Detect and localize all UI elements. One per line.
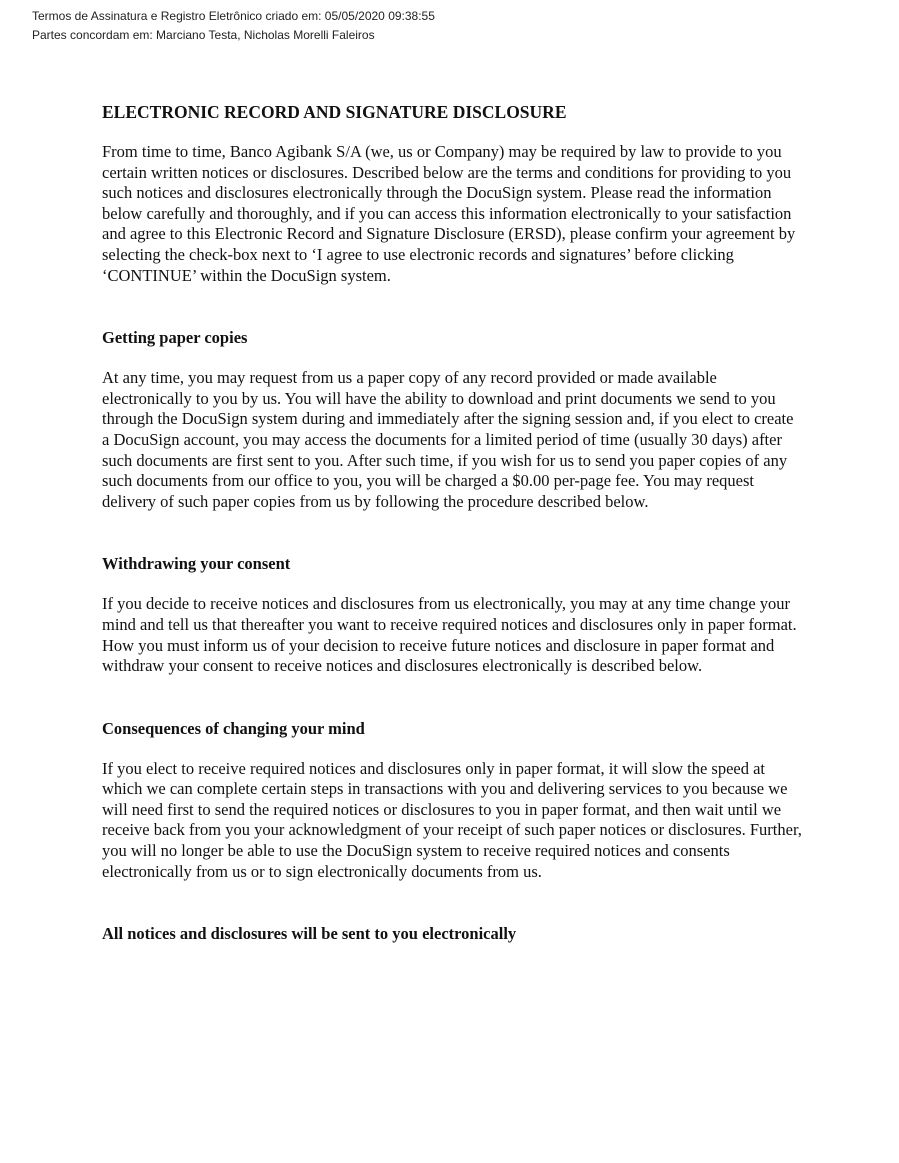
section-heading-paper-copies: Getting paper copies [102, 328, 248, 348]
section-heading-consequences: Consequences of changing your mind [102, 718, 365, 738]
section-body-withdrawing-consent: If you decide to receive notices and disclosures from us electronically, you may at any time change your mind and tell us that thereafter you want to receive required notices and disclosures only in paper format. How you must inform us of your decision to receive future notices and disclosure in paper format and withdraw your consent to receive notices and disclosures electronically is described below. [102, 594, 797, 676]
intro-paragraph: From time to time, Banco Agibank S/A (we, us or Company) may be required by law to provide to you certain written notices or disclosures. Described below are the terms and conditions for providing to you such notices and disclosures electronically through the DocuSign system. Please read the information below carefully and thoroughly, and if you can access this information electronically to your satisfaction and agree to this Electronic Record and Signature Disclosure (ERSD), please confirm your agreement by selecting the check-box next to ‘I agree to use electronic records and signatures’ before clicking ‘CONTINUE’ within the DocuSign system. [102, 142, 796, 285]
document-title: ELECTRONIC RECORD AND SIGNATURE DISCLOSURE [102, 102, 567, 122]
header-created-line: Termos de Assinatura e Registro Eletrônico criado em: 05/05/2020 09:38:55 [32, 9, 435, 23]
section-heading-electronic-notices: All notices and disclosures will be sent to you electronically [102, 924, 517, 944]
page-header [32, 7, 435, 45]
section-heading-withdrawing-consent: Withdrawing your consent [102, 554, 291, 574]
document-body [102, 100, 802, 945]
header-parties-line: Partes concordam em: Marciano Testa, Nicholas Morelli Faleiros [32, 28, 375, 42]
section-body-consequences: If you elect to receive required notices and disclosures only in paper format, it will slow the speed at which we can complete certain steps in transactions with you and delivering services to you because we will need first to send the required notices or disclosures to you in paper format, and then wait until we receive back from you your acknowledgment of your receipt of such paper notices or disclosures. Further, you will no longer be able to use the DocuSign system to receive required notices and consents electronically from us or to sign electronically documents from us. [102, 758, 802, 881]
section-body-paper-copies: At any time, you may request from us a paper copy of any record provided or made available electronically to you by us. You will have the ability to download and print documents we send to you through the DocuSign system during and immediately after the signing session and, if you elect to create a DocuSign account, you may access the documents for a limited period of time (usually 30 days) after such documents are first sent to you. After such time, if you wish for us to send you paper copies of any such documents from our office to you, you will be charged a $0.00 per-page fee. You may request delivery of such paper copies from us by following the procedure described below. [102, 368, 794, 511]
